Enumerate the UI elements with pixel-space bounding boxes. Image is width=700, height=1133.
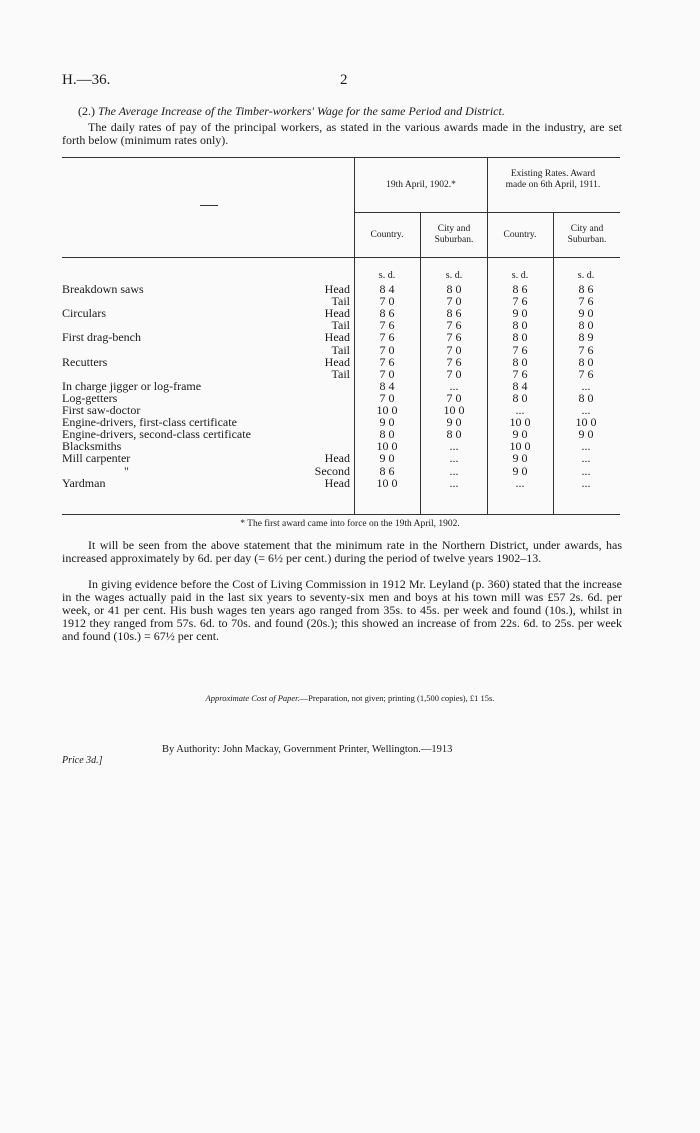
row-label: Recutters	[62, 354, 108, 369]
cell-c1: 9 0	[379, 415, 395, 430]
cell-c4: 8 9	[578, 330, 594, 345]
section-title	[78, 104, 505, 119]
section-number: (2.)	[78, 104, 95, 118]
row-label: Engine-drivers, first-class certificate	[62, 415, 237, 430]
row-label: First drag-bench	[62, 330, 141, 345]
price: Price 3d.]	[62, 755, 103, 766]
cell-c2: 7 6	[446, 354, 462, 369]
table-footnote: * The first award came into force on the 19th April, 1902.	[240, 519, 460, 529]
cell-c3: 9 0	[512, 427, 528, 442]
row-sublabel: Head	[324, 330, 350, 345]
row-sublabel: Tail	[331, 294, 350, 309]
col-country-1902: Country.	[370, 230, 404, 240]
cell-c1: 10 0	[376, 475, 398, 490]
cell-c4: 9 0	[578, 427, 594, 442]
cell-c3: 7 6	[512, 294, 528, 309]
cell-c1: 7 6	[379, 330, 395, 345]
col-city-1902: City and Suburban.	[434, 224, 474, 245]
row-label: First saw-doctor	[62, 403, 141, 417]
table-bottom-rule	[62, 514, 620, 515]
cell-c1: 7 6	[379, 318, 395, 333]
units-col-3: s. d.	[511, 270, 529, 281]
report-reference: H.—36.	[62, 72, 111, 88]
header-dash	[200, 205, 218, 206]
cost-text: —Preparation, not given; printing (1,500 copies), £1 15s.	[299, 693, 495, 703]
row-label: Engine-drivers, second-class certificate	[62, 427, 251, 442]
cell-c2: ...	[449, 475, 459, 490]
cell-c2: ...	[449, 378, 459, 393]
cell-c3: 8 0	[512, 330, 528, 345]
paragraph-summary: It will be seen from the above statement that the minimum rate in the Northern District, under awards, has increased approximately by 6d. per day (= 6½ per cent.) during the period of twelve years 1902–13.	[62, 538, 622, 565]
cell-c4: 7 6	[578, 294, 594, 309]
cost-label: Approximate Cost of Paper.	[205, 693, 300, 703]
cell-c1: 8 6	[379, 463, 395, 478]
cell-c2: 7 6	[446, 318, 462, 333]
section-intro: The daily rates of pay of the principal workers, as stated in the various awards made in the industry, are set forth below (minimum rates only).	[62, 120, 622, 147]
cell-c1: 8 4	[379, 282, 395, 296]
cell-c2: 7 0	[446, 342, 462, 357]
row-sublabel: Head	[324, 475, 350, 490]
units-col-4: s. d.	[577, 270, 595, 281]
cell-c2: 7 0	[446, 366, 462, 381]
cell-c4: ...	[581, 451, 591, 466]
row-sublabel: Tail	[331, 366, 350, 381]
units-col-1: s. d.	[378, 270, 396, 281]
table-top-rule	[62, 157, 620, 158]
cell-c3: 9 0	[512, 451, 528, 466]
row-sublabel: Head	[324, 354, 350, 369]
cell-c4: 10 0	[575, 415, 597, 430]
cell-c3: ...	[515, 403, 525, 417]
row-label: Log-getters	[62, 390, 118, 405]
table-vline-4	[553, 212, 554, 514]
cell-c3: ...	[515, 475, 525, 490]
cell-c1: 10 0	[376, 439, 398, 454]
section-heading: The Average Increase of the Timber-workers' Wage for the same Period and District.	[98, 104, 505, 118]
cell-c4: 8 6	[578, 282, 594, 296]
col-group-1902: 19th April, 1902.*	[386, 180, 456, 190]
col-country-1911: Country.	[503, 230, 537, 240]
cell-c1: 8 0	[379, 427, 395, 442]
page-number: 2	[340, 72, 348, 88]
cell-c1: 7 0	[379, 366, 395, 381]
cell-c1: 9 0	[379, 451, 395, 466]
row-sublabel: Head	[324, 451, 350, 466]
row-sublabel: Head	[324, 306, 350, 321]
cell-c3: 8 0	[512, 318, 528, 333]
cell-c2: 8 0	[446, 427, 462, 442]
cell-c2: 7 6	[446, 330, 462, 345]
row-label: Blacksmiths	[62, 439, 122, 454]
cell-c1: 7 6	[379, 354, 395, 369]
row-label: Breakdown saws	[62, 282, 144, 296]
cell-c2: 7 0	[446, 390, 462, 405]
cell-c2: 9 0	[446, 415, 462, 430]
cell-c2: 8 6	[446, 306, 462, 321]
row-sublabel: Tail	[331, 318, 350, 333]
cell-c3: 10 0	[509, 439, 531, 454]
cell-c4: ...	[581, 439, 591, 454]
row-sublabel: Second	[314, 463, 350, 478]
cell-c2: 10 0	[443, 403, 465, 417]
cell-c1: 8 6	[379, 306, 395, 321]
cell-c3: 8 0	[512, 390, 528, 405]
cell-c2: ...	[449, 439, 459, 454]
cost-of-paper	[0, 693, 700, 703]
row-label: "	[124, 463, 129, 478]
col-group-existing: Existing Rates. Award made on 6th April, 1911.	[505, 169, 601, 190]
cell-c3: 9 0	[512, 306, 528, 321]
row-label: Mill carpenter	[62, 451, 131, 466]
cell-c2: 8 0	[446, 282, 462, 296]
cell-c2: 7 0	[446, 294, 462, 309]
cell-c3: 10 0	[509, 415, 531, 430]
cell-c3: 8 0	[512, 354, 528, 369]
cell-c4: 7 6	[578, 342, 594, 357]
paragraph-evidence: In giving evidence before the Cost of Living Commission in 1912 Mr. Leyland (p. 360) stated that the increase in the wages actually paid in the last six years to seventy-six men and boys at his town mill was £57 2s. 6d. per week, or 41 per cent. His bush wages ten years ago ranged from 35s. to 45s. per week and found (10s.), whilst in 1912 they ranged from 57s. 6d. to 70s. and found (20s.); this showed an increase of from 22s. 6d. to 25s. per week and found (10s.) = 67½ per cent.	[62, 577, 622, 643]
cell-c1: 10 0	[376, 403, 398, 417]
cell-c4: ...	[581, 403, 591, 417]
cell-c4: 8 0	[578, 354, 594, 369]
cell-c3: 9 0	[512, 463, 528, 478]
cell-c1: 7 0	[379, 390, 395, 405]
cell-c4: 9 0	[578, 306, 594, 321]
table-vline-1	[354, 157, 355, 514]
cell-c1: 7 0	[379, 294, 395, 309]
cell-c4: ...	[581, 378, 591, 393]
col-city-1911: City and Suburban.	[567, 224, 607, 245]
cell-c3: 8 4	[512, 378, 528, 393]
cell-c4: 7 6	[578, 366, 594, 381]
cell-c4: ...	[581, 463, 591, 478]
row-sublabel: Head	[324, 282, 350, 296]
row-label: In charge jigger or log-frame	[62, 378, 202, 393]
cell-c3: 7 6	[512, 342, 528, 357]
cell-c4: ...	[581, 475, 591, 490]
table-vline-2	[420, 212, 421, 514]
cell-c4: 8 0	[578, 318, 594, 333]
cell-c3: 8 6	[512, 282, 528, 296]
table-header-rule	[62, 257, 620, 258]
cell-c4: 8 0	[578, 390, 594, 405]
row-label: Circulars	[62, 306, 106, 321]
cell-c2: ...	[449, 463, 459, 478]
cell-c1: 8 4	[379, 378, 395, 393]
cell-c3: 7 6	[512, 366, 528, 381]
units-col-2: s. d.	[445, 270, 463, 281]
printer-authority: By Authority: John Mackay, Government Printer, Wellington.—1913	[162, 744, 453, 755]
row-label: Yardman	[62, 475, 106, 490]
cell-c1: 7 0	[379, 342, 395, 357]
row-sublabel: Tail	[331, 342, 350, 357]
table-vline-3	[487, 157, 488, 514]
cell-c2: ...	[449, 451, 459, 466]
